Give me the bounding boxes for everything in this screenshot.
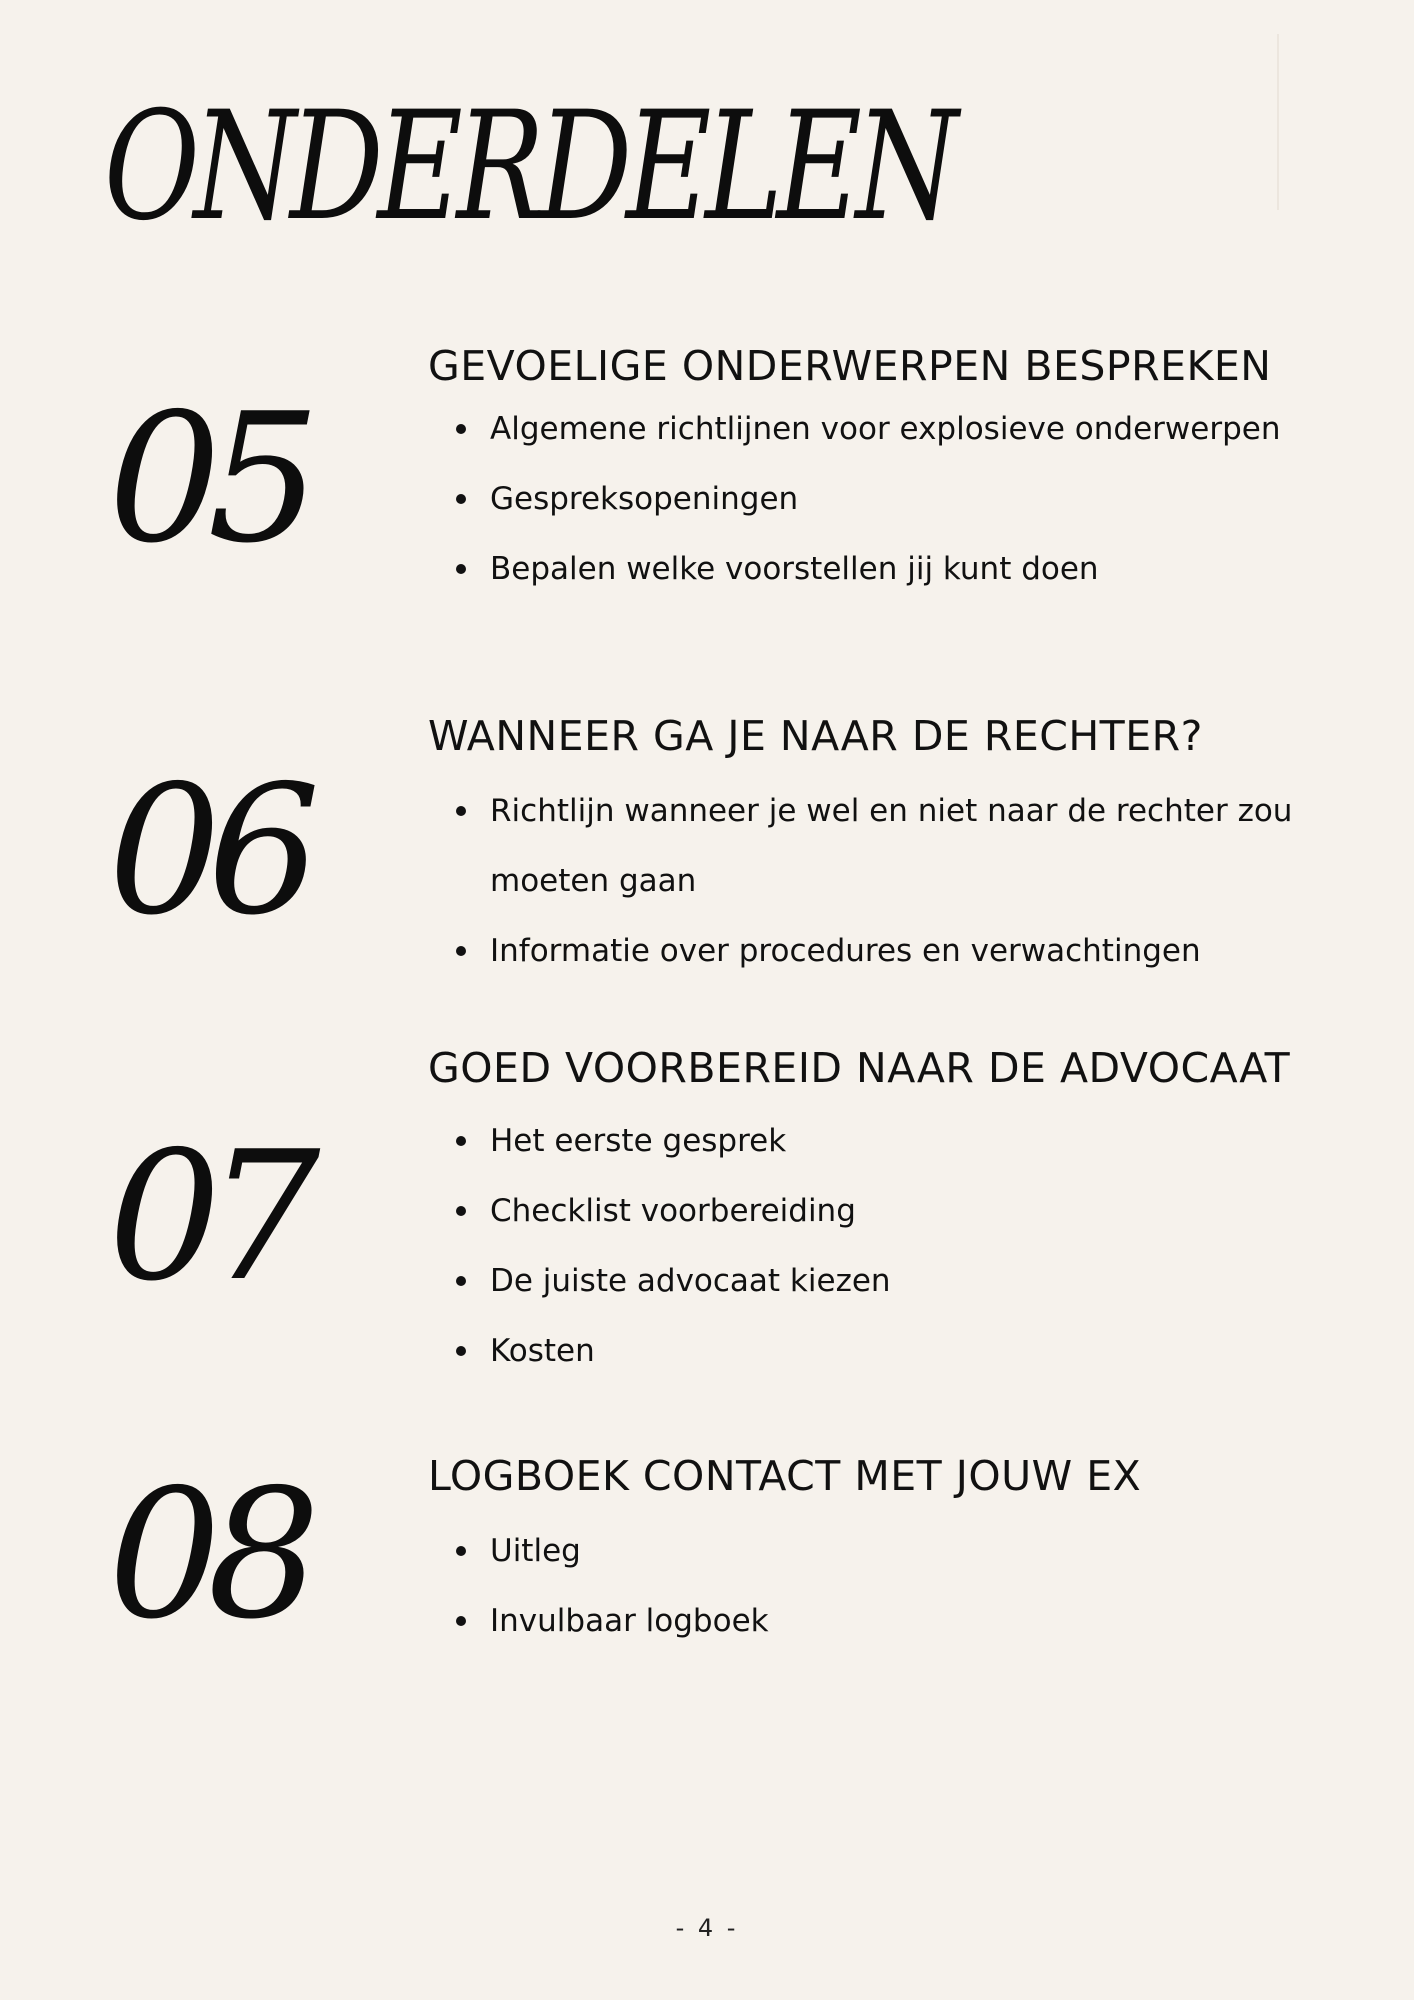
page-title: ONDERDELEN [104,80,952,254]
section-items [456,394,1370,604]
list-item: Checklist voorbereiding [490,1176,1370,1246]
list-item: Het eerste gesprek [490,1106,1370,1176]
list-item: Bepalen welke voorstellen jij kunt doen [490,534,1370,604]
list-item: Invulbaar logboek [490,1586,1370,1656]
list-item: Informatie over procedures en verwachtingen [490,916,1350,986]
section-number: 07 [108,1113,307,1320]
section-heading: LOGBOEK CONTACT MET JOUW EX [428,1452,1142,1500]
section-number: 08 [108,1451,307,1658]
list-item: Richtlijn wanneer je wel en niet naar de rechter zou moeten gaan [490,776,1350,916]
section-items [456,776,1350,986]
section-heading: WANNEER GA JE NAAR DE RECHTER? [428,712,1203,760]
list-item: Algemene richtlijnen voor explosieve onderwerpen [490,394,1370,464]
section-items [456,1106,1370,1386]
list-item: Kosten [490,1316,1370,1386]
section-items [456,1516,1370,1656]
decorative-divider [1277,34,1279,210]
section-heading: GOED VOORBEREID NAAR DE ADVOCAAT [428,1044,1291,1092]
list-item: Gespreksopeningen [490,464,1370,534]
section-heading: GEVOELIGE ONDERWERPEN BESPREKEN [428,342,1272,390]
list-item: Uitleg [490,1516,1370,1586]
section-number: 05 [108,375,307,582]
page-number: - 4 - [675,1914,739,1942]
list-item: De juiste advocaat kiezen [490,1246,1370,1316]
section-number: 06 [108,747,307,954]
